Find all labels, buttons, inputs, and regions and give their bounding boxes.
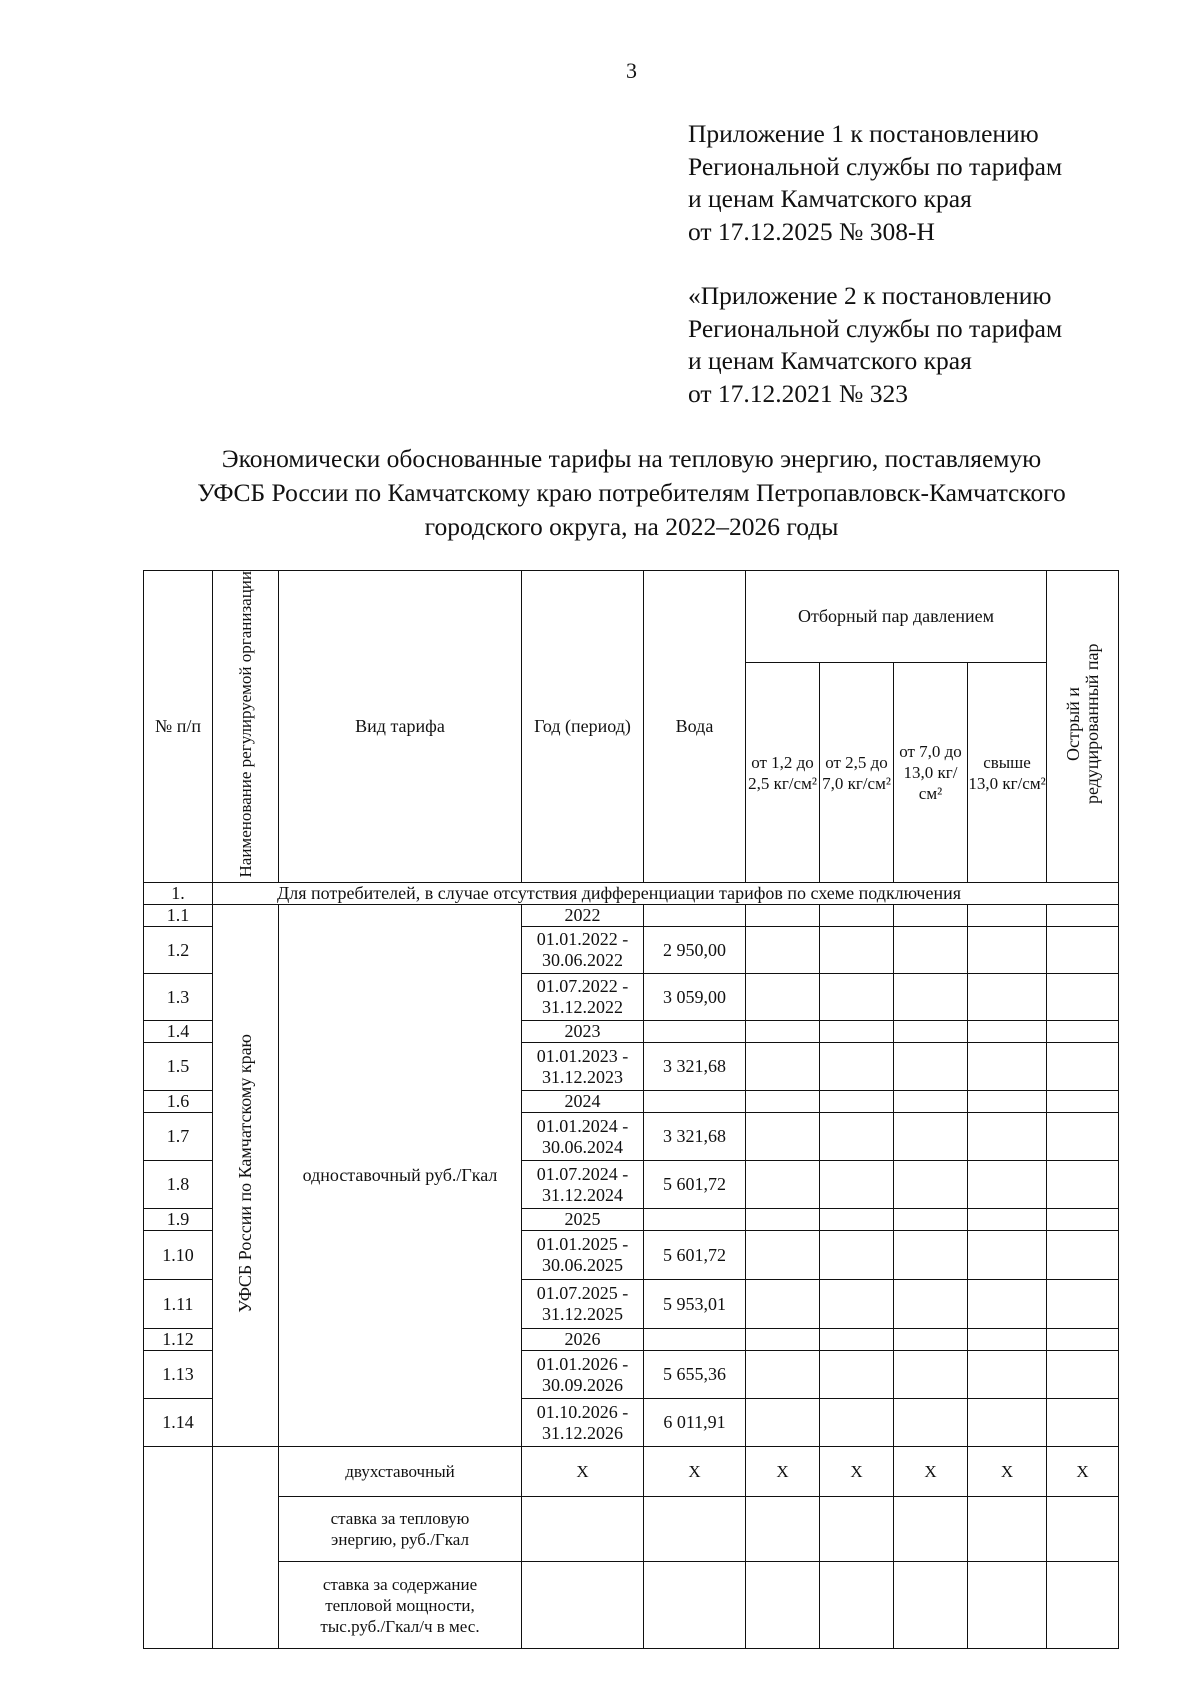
rate-cell <box>644 1562 746 1649</box>
row-steam-3 <box>894 1231 968 1280</box>
two-part-num <box>144 1447 213 1649</box>
section-label-text: Для потребителей, в случае отсутствия дифференциации тарифов по схеме подключения <box>277 883 962 904</box>
row-num: 1.1 <box>144 905 213 927</box>
row-steam-4 <box>968 927 1047 974</box>
row-steam-4 <box>968 1329 1047 1351</box>
heat-energy-rate-label <box>279 1497 522 1562</box>
row-steam-1 <box>746 1231 820 1280</box>
row-steam-4 <box>968 1091 1047 1113</box>
rate-cell <box>894 1497 968 1562</box>
row-num: 1.13 <box>144 1351 213 1399</box>
row-steam-4 <box>968 1021 1047 1043</box>
capacity-rate-row <box>144 1562 1119 1649</box>
org-name-cell <box>213 905 279 1447</box>
rate-cell <box>968 1497 1047 1562</box>
header-steam-2: от 2,5 до 7,0 кг/см² <box>820 662 894 883</box>
rate-cell <box>644 1497 746 1562</box>
row-steam-1 <box>746 1351 820 1399</box>
row-steam-4 <box>968 1161 1047 1209</box>
document-title <box>130 442 1133 544</box>
row-water <box>644 1091 746 1113</box>
row-water: 5 601,72 <box>644 1161 746 1209</box>
table-row <box>144 905 1119 927</box>
tariff-table <box>143 570 1119 1649</box>
header-org <box>213 571 279 883</box>
row-steam-3 <box>894 1161 968 1209</box>
row-period: 01.07.2025 - 31.12.2025 <box>522 1280 644 1329</box>
row-steam-4 <box>968 1399 1047 1447</box>
row-steam-4 <box>968 1280 1047 1329</box>
capacity-rate-text: ставка за содержание тепловой мощности, тыс.руб./Гкал/ч в мес. <box>320 1574 480 1636</box>
header-period: Год (период) <box>522 571 644 883</box>
header-sharp-steam <box>1047 571 1119 883</box>
row-sharp-steam <box>1047 1280 1119 1329</box>
appendix-2-line: от 17.12.2021 № 323 <box>688 378 909 408</box>
rate-cell <box>1047 1497 1119 1562</box>
row-sharp-steam <box>1047 905 1119 927</box>
header-steam-4: свыше 13,0 кг/см² <box>968 662 1047 883</box>
header-sharp-steam-text: Острый и редуцированный пар <box>1062 643 1102 805</box>
row-period: 01.07.2022 - 31.12.2022 <box>522 974 644 1021</box>
row-steam-2 <box>820 1209 894 1231</box>
row-steam-3 <box>894 1351 968 1399</box>
row-steam-4 <box>968 905 1047 927</box>
row-steam-4 <box>968 1351 1047 1399</box>
row-steam-2 <box>820 1399 894 1447</box>
header-water: Вода <box>644 571 746 883</box>
row-water: 2 950,00 <box>644 927 746 974</box>
row-num: 1.4 <box>144 1021 213 1043</box>
appendix-1-line: от 17.12.2025 № 308-Н <box>688 216 935 246</box>
section-num: 1. <box>144 883 213 905</box>
row-water: 3 321,68 <box>644 1043 746 1091</box>
row-period: 01.01.2023 - 31.12.2023 <box>522 1043 644 1091</box>
row-steam-1 <box>746 927 820 974</box>
title-line: УФСБ России по Камчатскому краю потребителям Петропавловск-Камчатского <box>197 478 1066 507</box>
appendix-1-block <box>688 118 1062 248</box>
rate-cell <box>894 1562 968 1649</box>
two-part-org <box>213 1447 279 1649</box>
row-num: 1.7 <box>144 1113 213 1161</box>
row-steam-1 <box>746 1399 820 1447</box>
heat-energy-rate-text: ставка за тепловую энергию, руб./Гкал <box>330 1509 470 1550</box>
row-water <box>644 1329 746 1351</box>
row-steam-1 <box>746 1209 820 1231</box>
header-steam-group: Отборный пар давлением <box>746 571 1047 663</box>
section-label <box>213 883 1119 905</box>
appendix-2-line: Региональной службы по тарифам <box>688 313 1063 343</box>
row-steam-4 <box>968 1043 1047 1091</box>
row-steam-4 <box>968 1113 1047 1161</box>
header-steam-1: от 1,2 до 2,5 кг/см² <box>746 662 820 883</box>
rate-cell <box>746 1497 820 1562</box>
row-steam-1 <box>746 1161 820 1209</box>
capacity-rate-label <box>279 1562 522 1649</box>
heat-energy-rate-row <box>144 1497 1119 1562</box>
row-steam-1 <box>746 1043 820 1091</box>
row-sharp-steam <box>1047 1021 1119 1043</box>
row-period: 2025 <box>522 1209 644 1231</box>
row-steam-2 <box>820 1021 894 1043</box>
header-tariff-type: Вид тарифа <box>279 571 522 883</box>
row-steam-2 <box>820 1351 894 1399</box>
row-steam-4 <box>968 1209 1047 1231</box>
row-steam-2 <box>820 1161 894 1209</box>
header-steam-3: от 7,0 до 13,0 кг/см² <box>894 662 968 883</box>
row-water: 5 655,36 <box>644 1351 746 1399</box>
row-water: 3 321,68 <box>644 1113 746 1161</box>
row-steam-2 <box>820 927 894 974</box>
row-steam-3 <box>894 1280 968 1329</box>
row-steam-3 <box>894 1209 968 1231</box>
row-steam-4 <box>968 974 1047 1021</box>
row-steam-2 <box>820 974 894 1021</box>
row-steam-1 <box>746 1113 820 1161</box>
row-water: 5 953,01 <box>644 1280 746 1329</box>
row-steam-1 <box>746 1329 820 1351</box>
two-part-mark: X <box>820 1447 894 1497</box>
rate-cell <box>746 1562 820 1649</box>
row-period: 01.01.2022 - 30.06.2022 <box>522 927 644 974</box>
header-org-text: Наименование регулируемой организации <box>236 571 255 878</box>
row-num: 1.10 <box>144 1231 213 1280</box>
two-part-mark: X <box>968 1447 1047 1497</box>
row-steam-2 <box>820 1231 894 1280</box>
two-part-label: двухставочный <box>279 1447 522 1497</box>
title-line: городского округа, на 2022–2026 годы <box>424 512 839 541</box>
row-steam-2 <box>820 905 894 927</box>
row-period: 01.01.2025 - 30.06.2025 <box>522 1231 644 1280</box>
row-period: 2022 <box>522 905 644 927</box>
row-period: 2023 <box>522 1021 644 1043</box>
row-sharp-steam <box>1047 1209 1119 1231</box>
org-name-text: УФСБ России по Камчатскому краю <box>235 1034 255 1313</box>
row-water: 6 011,91 <box>644 1399 746 1447</box>
appendix-2-block <box>688 280 1062 410</box>
row-num: 1.8 <box>144 1161 213 1209</box>
row-sharp-steam <box>1047 1043 1119 1091</box>
row-steam-3 <box>894 1043 968 1091</box>
row-steam-2 <box>820 1329 894 1351</box>
row-period: 2024 <box>522 1091 644 1113</box>
row-steam-3 <box>894 905 968 927</box>
two-part-row <box>144 1447 1119 1497</box>
rate-cell <box>968 1562 1047 1649</box>
header-row <box>144 571 1119 663</box>
row-sharp-steam <box>1047 927 1119 974</box>
rate-cell <box>522 1562 644 1649</box>
row-water: 5 601,72 <box>644 1231 746 1280</box>
row-steam-3 <box>894 974 968 1021</box>
row-period: 01.07.2024 - 31.12.2024 <box>522 1161 644 1209</box>
two-part-mark: X <box>522 1447 644 1497</box>
row-num: 1.3 <box>144 974 213 1021</box>
rate-cell <box>522 1497 644 1562</box>
two-part-mark: X <box>644 1447 746 1497</box>
appendix-2-line: и ценам Камчатского края <box>688 346 972 375</box>
row-steam-3 <box>894 927 968 974</box>
rate-cell <box>1047 1562 1119 1649</box>
row-steam-1 <box>746 1021 820 1043</box>
appendix-1-line: и ценам Камчатского края <box>688 184 972 213</box>
two-part-mark: X <box>1047 1447 1119 1497</box>
row-num: 1.14 <box>144 1399 213 1447</box>
row-num: 1.6 <box>144 1091 213 1113</box>
single-rate-cell: одноставочный руб./Гкал <box>279 905 522 1447</box>
two-part-mark: X <box>746 1447 820 1497</box>
row-steam-1 <box>746 974 820 1021</box>
row-steam-2 <box>820 1043 894 1091</box>
row-steam-1 <box>746 1091 820 1113</box>
two-part-mark: X <box>894 1447 968 1497</box>
row-steam-1 <box>746 1280 820 1329</box>
row-steam-1 <box>746 905 820 927</box>
row-num: 1.12 <box>144 1329 213 1351</box>
row-water <box>644 1021 746 1043</box>
row-steam-2 <box>820 1091 894 1113</box>
appendix-1-line: Приложение 1 к постановлению <box>688 119 1039 148</box>
row-sharp-steam <box>1047 1231 1119 1280</box>
row-num: 1.5 <box>144 1043 213 1091</box>
row-num: 1.9 <box>144 1209 213 1231</box>
row-num: 1.11 <box>144 1280 213 1329</box>
row-water <box>644 1209 746 1231</box>
row-sharp-steam <box>1047 1161 1119 1209</box>
section-row <box>144 883 1119 905</box>
row-steam-3 <box>894 1329 968 1351</box>
row-steam-3 <box>894 1091 968 1113</box>
row-period: 01.10.2026 - 31.12.2026 <box>522 1399 644 1447</box>
row-sharp-steam <box>1047 1399 1119 1447</box>
row-steam-2 <box>820 1113 894 1161</box>
row-steam-3 <box>894 1021 968 1043</box>
row-sharp-steam <box>1047 1351 1119 1399</box>
appendix-1-line: Региональной службы по тарифам <box>688 151 1063 181</box>
row-sharp-steam <box>1047 1091 1119 1113</box>
row-steam-2 <box>820 1280 894 1329</box>
row-steam-3 <box>894 1113 968 1161</box>
row-num: 1.2 <box>144 927 213 974</box>
row-water: 3 059,00 <box>644 974 746 1021</box>
row-sharp-steam <box>1047 1113 1119 1161</box>
row-steam-4 <box>968 1231 1047 1280</box>
row-steam-3 <box>894 1399 968 1447</box>
rate-cell <box>820 1497 894 1562</box>
row-period: 2026 <box>522 1329 644 1351</box>
row-period: 01.01.2024 - 30.06.2024 <box>522 1113 644 1161</box>
row-period: 01.01.2026 - 30.09.2026 <box>522 1351 644 1399</box>
appendix-2-line: «Приложение 2 к постановлению <box>688 281 1052 310</box>
title-line: Экономически обоснованные тарифы на тепловую энергию, поставляемую <box>221 444 1042 473</box>
rate-cell <box>820 1562 894 1649</box>
row-sharp-steam <box>1047 1329 1119 1351</box>
page-number: 3 <box>626 58 637 83</box>
row-water <box>644 905 746 927</box>
header-num: № п/п <box>144 571 213 883</box>
row-sharp-steam <box>1047 974 1119 1021</box>
